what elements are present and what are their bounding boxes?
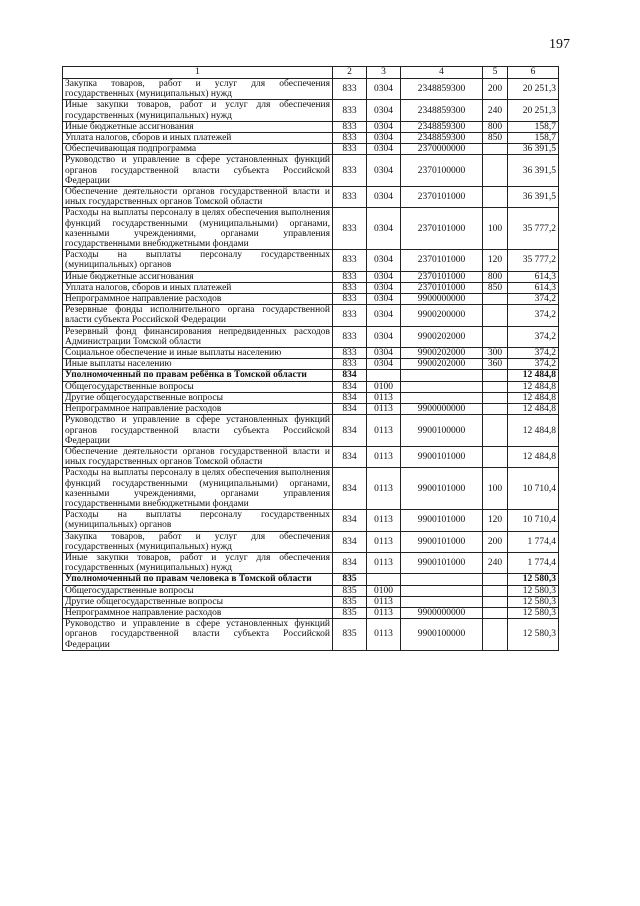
table-row	[63, 370, 559, 381]
item-name-cell: Резервный фонд финансирования непредвиденных расходов Администрации Томской области	[63, 326, 333, 347]
amount-cell: 35 777,2	[508, 208, 559, 250]
ministry-code-cell: 834	[333, 392, 367, 403]
table-row	[63, 271, 559, 282]
section-code-cell: 0304	[367, 187, 401, 208]
section-code-cell: 0113	[367, 415, 401, 447]
section-code-cell: 0113	[367, 552, 401, 573]
ministry-code-cell: 835	[333, 607, 367, 618]
table-row	[63, 468, 559, 510]
table-row	[63, 100, 559, 121]
table-row	[63, 121, 559, 132]
header-cell: 5	[483, 67, 508, 79]
item-name-cell: Расходы на выплаты персоналу государственных (муниципальных) органов	[63, 510, 333, 531]
expense-type-cell	[483, 305, 508, 326]
section-code-cell: 0304	[367, 100, 401, 121]
table-row	[63, 381, 559, 392]
table-row	[63, 144, 559, 155]
section-code-cell	[367, 574, 401, 585]
table-row	[63, 250, 559, 271]
table-row	[63, 446, 559, 467]
target-article-cell: 2348859300	[401, 100, 483, 121]
ministry-code-cell: 834	[333, 531, 367, 552]
target-article-cell	[401, 596, 483, 607]
expense-type-cell	[483, 392, 508, 403]
ministry-code-cell: 833	[333, 133, 367, 144]
target-article-cell: 9900000000	[401, 404, 483, 415]
target-article-cell: 2348859300	[401, 79, 483, 100]
ministry-code-cell: 833	[333, 187, 367, 208]
table-body	[63, 67, 559, 651]
table-row	[63, 305, 559, 326]
section-code-cell: 0113	[367, 404, 401, 415]
item-name-cell: Закупка товаров, работ и услуг для обеспечения государственных (муниципальных) нужд	[63, 531, 333, 552]
amount-cell: 12 484,8	[508, 370, 559, 381]
expense-type-cell	[483, 596, 508, 607]
item-name-cell: Расходы на выплаты персоналу в целях обеспечения выполнения функций государственными (муниципальными) органами, казенными учреждениями, органами управления государственными внебюджетными фондами	[63, 468, 333, 510]
ministry-code-cell: 833	[333, 305, 367, 326]
budget-table	[62, 66, 559, 651]
expense-type-cell	[483, 294, 508, 305]
item-name-cell: Руководство и управление в сфере установленных функций органов государственной власти субъекта Российской Федерации	[63, 415, 333, 447]
ministry-code-cell: 833	[333, 250, 367, 271]
target-article-cell	[401, 574, 483, 585]
item-name-cell: Общегосударственные вопросы	[63, 381, 333, 392]
target-article-cell: 9900101000	[401, 552, 483, 573]
item-name-cell: Руководство и управление в сфере установленных функций органов государственной власти субъекта Российской Федерации	[63, 155, 333, 187]
table-row	[63, 574, 559, 585]
header-cell: 2	[333, 67, 367, 79]
target-article-cell: 2370101000	[401, 282, 483, 293]
page-number: 197	[549, 37, 570, 52]
item-name-cell: Социальное обеспечение и иные выплаты населению	[63, 348, 333, 359]
section-code-cell: 0304	[367, 305, 401, 326]
target-article-cell: 9900101000	[401, 531, 483, 552]
ministry-code-cell: 833	[333, 79, 367, 100]
target-article-cell: 9900200000	[401, 305, 483, 326]
amount-cell: 12 484,8	[508, 404, 559, 415]
expense-type-cell	[483, 187, 508, 208]
ministry-code-cell: 834	[333, 510, 367, 531]
header-cell: 1	[63, 67, 333, 79]
amount-cell: 35 777,2	[508, 250, 559, 271]
table-row	[63, 404, 559, 415]
section-code-cell: 0304	[367, 79, 401, 100]
amount-cell: 614,3	[508, 282, 559, 293]
table-row	[63, 415, 559, 447]
item-name-cell: Иные бюджетные ассигнования	[63, 121, 333, 132]
section-code-cell: 0304	[367, 155, 401, 187]
expense-type-cell: 100	[483, 208, 508, 250]
table-row	[63, 348, 559, 359]
item-name-cell: Иные закупки товаров, работ и услуг для обеспечения государственных (муниципальных) нужд	[63, 552, 333, 573]
table-row	[63, 326, 559, 347]
ministry-code-cell: 833	[333, 348, 367, 359]
expense-type-cell: 360	[483, 359, 508, 370]
ministry-code-cell: 833	[333, 294, 367, 305]
ministry-code-cell: 834	[333, 552, 367, 573]
ministry-code-cell: 834	[333, 370, 367, 381]
table-row	[63, 294, 559, 305]
section-code-cell: 0113	[367, 392, 401, 403]
table-row	[63, 133, 559, 144]
amount-cell: 614,3	[508, 271, 559, 282]
expense-type-cell: 120	[483, 250, 508, 271]
header-cell: 4	[401, 67, 483, 79]
table-row	[63, 585, 559, 596]
section-code-cell	[367, 370, 401, 381]
expense-type-cell: 800	[483, 121, 508, 132]
target-article-cell: 9900101000	[401, 446, 483, 467]
ministry-code-cell: 833	[333, 282, 367, 293]
table-row	[63, 208, 559, 250]
target-article-cell: 2370000000	[401, 144, 483, 155]
item-name-cell: Другие общегосударственные вопросы	[63, 596, 333, 607]
header-cell: 6	[508, 67, 559, 79]
target-article-cell: 2370101000	[401, 271, 483, 282]
item-name-cell: Непрограммное направление расходов	[63, 294, 333, 305]
item-name-cell: Общегосударственные вопросы	[63, 585, 333, 596]
amount-cell: 12 580,3	[508, 585, 559, 596]
ministry-code-cell: 833	[333, 121, 367, 132]
target-article-cell	[401, 585, 483, 596]
amount-cell: 12 580,3	[508, 619, 559, 651]
expense-type-cell	[483, 607, 508, 618]
expense-type-cell: 240	[483, 100, 508, 121]
amount-cell: 374,2	[508, 305, 559, 326]
ministry-code-cell: 833	[333, 271, 367, 282]
item-name-cell: Иные закупки товаров, работ и услуг для обеспечения государственных (муниципальных) нужд	[63, 100, 333, 121]
expense-type-cell	[483, 446, 508, 467]
table-header-row	[63, 67, 559, 79]
ministry-code-cell: 834	[333, 468, 367, 510]
target-article-cell: 2370101000	[401, 250, 483, 271]
table-row	[63, 282, 559, 293]
section-code-cell: 0304	[367, 121, 401, 132]
expense-type-cell: 850	[483, 133, 508, 144]
expense-type-cell: 240	[483, 552, 508, 573]
expense-type-cell	[483, 155, 508, 187]
expense-type-cell	[483, 144, 508, 155]
target-article-cell: 2370101000	[401, 187, 483, 208]
item-name-cell: Иные бюджетные ассигнования	[63, 271, 333, 282]
amount-cell: 1 774,4	[508, 552, 559, 573]
expense-type-cell	[483, 619, 508, 651]
amount-cell: 12 580,3	[508, 607, 559, 618]
section-code-cell: 0113	[367, 446, 401, 467]
table-row	[63, 359, 559, 370]
target-article-cell: 9900100000	[401, 619, 483, 651]
item-name-cell: Расходы на выплаты персоналу государственных (муниципальных) органов	[63, 250, 333, 271]
target-article-cell: 2348859300	[401, 133, 483, 144]
amount-cell: 10 710,4	[508, 510, 559, 531]
table-row	[63, 392, 559, 403]
amount-cell: 12 484,8	[508, 381, 559, 392]
target-article-cell	[401, 392, 483, 403]
item-name-cell: Обеспечивающая подпрограмма	[63, 144, 333, 155]
ministry-code-cell: 833	[333, 155, 367, 187]
expense-type-cell	[483, 404, 508, 415]
item-name-cell: Уплата налогов, сборов и иных платежей	[63, 282, 333, 293]
amount-cell: 374,2	[508, 348, 559, 359]
target-article-cell: 9900101000	[401, 510, 483, 531]
item-name-cell: Резервные фонды исполнительного органа государственной власти субъекта Российской Федерации	[63, 305, 333, 326]
table-row	[63, 510, 559, 531]
item-name-cell: Непрограммное направление расходов	[63, 607, 333, 618]
ministry-code-cell: 833	[333, 208, 367, 250]
ministry-code-cell: 835	[333, 585, 367, 596]
target-article-cell: 9900202000	[401, 348, 483, 359]
item-name-cell: Уполномоченный по правам человека в Томской области	[63, 574, 333, 585]
item-name-cell: Закупка товаров, работ и услуг для обеспечения государственных (муниципальных) нужд	[63, 79, 333, 100]
amount-cell: 12 580,3	[508, 596, 559, 607]
expense-type-cell: 850	[483, 282, 508, 293]
amount-cell: 158,7	[508, 121, 559, 132]
section-code-cell: 0113	[367, 531, 401, 552]
item-name-cell: Уплата налогов, сборов и иных платежей	[63, 133, 333, 144]
ministry-code-cell: 834	[333, 404, 367, 415]
table-row	[63, 607, 559, 618]
ministry-code-cell: 835	[333, 619, 367, 651]
expense-type-cell	[483, 381, 508, 392]
ministry-code-cell: 833	[333, 359, 367, 370]
ministry-code-cell: 834	[333, 446, 367, 467]
expense-type-cell	[483, 415, 508, 447]
amount-cell: 374,2	[508, 326, 559, 347]
ministry-code-cell: 835	[333, 574, 367, 585]
amount-cell: 374,2	[508, 359, 559, 370]
amount-cell: 374,2	[508, 294, 559, 305]
expense-type-cell	[483, 585, 508, 596]
amount-cell: 12 484,8	[508, 392, 559, 403]
amount-cell: 158,7	[508, 133, 559, 144]
target-article-cell	[401, 370, 483, 381]
amount-cell: 10 710,4	[508, 468, 559, 510]
item-name-cell: Иные выплаты населению	[63, 359, 333, 370]
target-article-cell: 9900202000	[401, 326, 483, 347]
section-code-cell: 0113	[367, 619, 401, 651]
amount-cell: 36 391,5	[508, 155, 559, 187]
item-name-cell: Расходы на выплаты персоналу в целях обеспечения выполнения функций государственными (муниципальными) органами, казенными учреждениями, органами управления государственными внебюджетными фондами	[63, 208, 333, 250]
target-article-cell: 9900000000	[401, 607, 483, 618]
item-name-cell: Обеспечение деятельности органов государственной власти и иных государственных органов Томской области	[63, 187, 333, 208]
expense-type-cell: 120	[483, 510, 508, 531]
target-article-cell: 9900100000	[401, 415, 483, 447]
section-code-cell: 0304	[367, 208, 401, 250]
section-code-cell: 0304	[367, 359, 401, 370]
table-row	[63, 187, 559, 208]
expense-type-cell	[483, 370, 508, 381]
amount-cell: 20 251,3	[508, 79, 559, 100]
section-code-cell: 0304	[367, 282, 401, 293]
section-code-cell: 0113	[367, 510, 401, 531]
section-code-cell: 0304	[367, 133, 401, 144]
amount-cell: 12 484,8	[508, 446, 559, 467]
expense-type-cell	[483, 326, 508, 347]
item-name-cell: Другие общегосударственные вопросы	[63, 392, 333, 403]
table-row	[63, 79, 559, 100]
amount-cell: 12 580,3	[508, 574, 559, 585]
item-name-cell: Уполномоченный по правам ребёнка в Томской области	[63, 370, 333, 381]
ministry-code-cell: 834	[333, 381, 367, 392]
ministry-code-cell: 834	[333, 415, 367, 447]
item-name-cell: Обеспечение деятельности органов государственной власти и иных государственных органов Томской области	[63, 446, 333, 467]
section-code-cell: 0100	[367, 585, 401, 596]
expense-type-cell: 200	[483, 79, 508, 100]
ministry-code-cell: 835	[333, 596, 367, 607]
item-name-cell: Непрограммное направление расходов	[63, 404, 333, 415]
expense-type-cell: 100	[483, 468, 508, 510]
target-article-cell	[401, 381, 483, 392]
table-row	[63, 155, 559, 187]
target-article-cell: 2370100000	[401, 155, 483, 187]
table-row	[63, 619, 559, 651]
target-article-cell: 9900101000	[401, 468, 483, 510]
target-article-cell: 2370101000	[401, 208, 483, 250]
amount-cell: 20 251,3	[508, 100, 559, 121]
section-code-cell: 0304	[367, 348, 401, 359]
amount-cell: 12 484,8	[508, 415, 559, 447]
section-code-cell: 0113	[367, 596, 401, 607]
ministry-code-cell: 833	[333, 100, 367, 121]
section-code-cell: 0100	[367, 381, 401, 392]
section-code-cell: 0304	[367, 294, 401, 305]
section-code-cell: 0304	[367, 326, 401, 347]
expense-type-cell: 300	[483, 348, 508, 359]
section-code-cell: 0304	[367, 271, 401, 282]
table-row	[63, 596, 559, 607]
ministry-code-cell: 833	[333, 326, 367, 347]
target-article-cell: 2348859300	[401, 121, 483, 132]
ministry-code-cell: 833	[333, 144, 367, 155]
target-article-cell: 9900202000	[401, 359, 483, 370]
table-row	[63, 552, 559, 573]
amount-cell: 36 391,5	[508, 144, 559, 155]
section-code-cell: 0113	[367, 468, 401, 510]
table-row	[63, 531, 559, 552]
expense-type-cell: 200	[483, 531, 508, 552]
item-name-cell: Руководство и управление в сфере установленных функций органов государственной власти субъекта Российской Федерации	[63, 619, 333, 651]
expense-type-cell: 800	[483, 271, 508, 282]
section-code-cell: 0113	[367, 607, 401, 618]
section-code-cell: 0304	[367, 250, 401, 271]
section-code-cell: 0304	[367, 144, 401, 155]
target-article-cell: 9900000000	[401, 294, 483, 305]
amount-cell: 36 391,5	[508, 187, 559, 208]
expense-type-cell	[483, 574, 508, 585]
header-cell: 3	[367, 67, 401, 79]
amount-cell: 1 774,4	[508, 531, 559, 552]
